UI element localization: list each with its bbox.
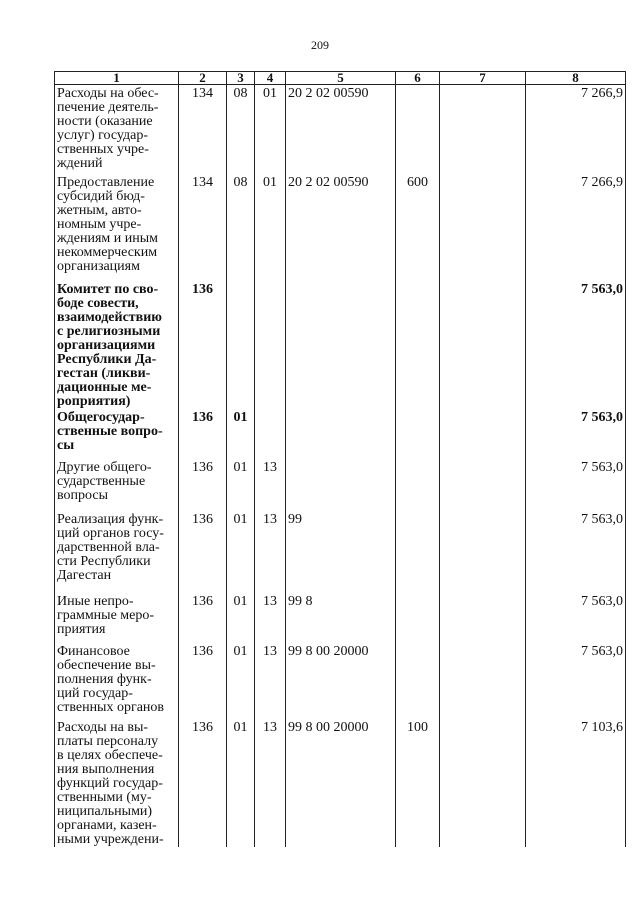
row-col-7 — [440, 593, 526, 643]
table-row — [55, 459, 626, 511]
row-col-2-text: 136 — [192, 643, 213, 659]
row-amount-text: 7 563,0 — [581, 593, 623, 609]
row-amount-text: 7 266,9 — [581, 86, 623, 101]
row-col-5 — [286, 409, 396, 459]
row-col-2-text: 136 — [192, 719, 213, 735]
row-col-6-text: 600 — [407, 174, 428, 190]
table-row — [55, 409, 626, 459]
row-col-7 — [440, 459, 526, 511]
row-col-5 — [286, 281, 396, 409]
row-col-7 — [440, 409, 526, 459]
row-col-5 — [286, 719, 396, 847]
row-col-2-text: 136 — [192, 593, 213, 609]
row-name — [55, 174, 179, 281]
row-col-3 — [227, 511, 255, 593]
row-amount — [526, 459, 626, 511]
row-col-5-text: 99 — [288, 511, 302, 527]
header-col-8: 8 — [526, 72, 626, 85]
row-col-5-text: 20 2 02 00590 — [288, 86, 369, 101]
row-col-4-text: 01 — [263, 174, 277, 190]
row-col-6 — [396, 281, 440, 409]
row-col-4-text: 13 — [263, 459, 277, 475]
row-col-6 — [396, 174, 440, 281]
row-col-2 — [179, 593, 227, 643]
row-col-2 — [179, 281, 227, 409]
row-name-text: Расходы на вы- платы персоналу в целях обеспече- ния выполнения функций государ- ственными (му- ниципальными) органами, казен- ными учреждени- — [57, 719, 164, 847]
row-col-3 — [227, 593, 255, 643]
budget-table — [54, 71, 626, 847]
row-col-3 — [227, 459, 255, 511]
row-col-5-text: 20 2 02 00590 — [288, 174, 369, 190]
row-col-2 — [179, 643, 227, 719]
row-name — [55, 459, 179, 511]
row-name-text: Реализация функ- ций органов госу- дарственной вла- сти Республики Дагестан — [57, 511, 164, 583]
row-amount — [526, 593, 626, 643]
row-amount — [526, 511, 626, 593]
row-name — [55, 643, 179, 719]
row-col-3-text: 01 — [233, 409, 248, 425]
row-col-2-text: 136 — [192, 459, 213, 475]
row-name-text: Комитет по сво- боде совести, взаимодействию с религиозными организациями Республики Да- гестан (ликви- дационные ме- роприятия) — [57, 281, 162, 409]
page-number: 209 — [311, 38, 329, 52]
table-header-row — [55, 72, 626, 85]
row-col-3-text: 01 — [233, 643, 248, 659]
table-row — [55, 719, 626, 847]
row-col-5-text: 99 8 — [288, 593, 313, 609]
row-col-3-text: 08 — [233, 86, 248, 101]
row-col-4-text: 13 — [263, 593, 277, 609]
row-col-5-text: 99 8 00 20000 — [288, 643, 369, 659]
row-col-4 — [255, 459, 286, 511]
row-col-7 — [440, 174, 526, 281]
row-amount-text: 7 563,0 — [581, 643, 623, 659]
row-col-4-text: 13 — [263, 719, 277, 735]
table-row — [55, 511, 626, 593]
row-col-6 — [396, 593, 440, 643]
row-col-7 — [440, 511, 526, 593]
row-col-4-text: 13 — [263, 511, 277, 527]
row-col-4-text: 01 — [263, 86, 277, 101]
row-col-5 — [286, 511, 396, 593]
row-col-6 — [396, 643, 440, 719]
row-amount — [526, 281, 626, 409]
row-col-2 — [179, 459, 227, 511]
table-row — [55, 281, 626, 409]
row-col-6 — [396, 511, 440, 593]
row-col-3-text: 01 — [233, 593, 248, 609]
row-name — [55, 85, 179, 174]
row-col-5 — [286, 459, 396, 511]
row-col-5 — [286, 174, 396, 281]
row-col-3 — [227, 174, 255, 281]
row-col-4 — [255, 643, 286, 719]
row-col-3 — [227, 85, 255, 174]
header-col-1: 1 — [55, 72, 179, 85]
row-amount — [526, 643, 626, 719]
table-body — [55, 85, 626, 847]
header-col-5: 5 — [286, 72, 396, 85]
row-name-text: Иные непро- граммные меро- приятия — [57, 593, 155, 637]
row-amount-text: 7 563,0 — [581, 281, 623, 297]
row-amount-text: 7 266,9 — [581, 174, 623, 190]
row-name — [55, 409, 179, 459]
row-amount — [526, 719, 626, 847]
row-col-2-text: 134 — [192, 86, 213, 101]
row-name-text: Расходы на обес- печение деятель- ности (оказание услуг) государ- ственных учре- ждений — [57, 86, 159, 171]
row-name — [55, 281, 179, 409]
row-col-6 — [396, 719, 440, 847]
table-row — [55, 174, 626, 281]
row-amount-text: 7 563,0 — [581, 409, 623, 425]
row-col-2 — [179, 719, 227, 847]
row-col-2-text: 136 — [192, 281, 213, 297]
header-col-7: 7 — [440, 72, 526, 85]
row-col-3 — [227, 409, 255, 459]
row-col-3 — [227, 281, 255, 409]
row-col-2 — [179, 409, 227, 459]
table-row — [55, 593, 626, 643]
row-amount-text: 7 563,0 — [581, 511, 623, 527]
table-row — [55, 643, 626, 719]
row-col-3-text: 01 — [233, 459, 248, 475]
row-col-4 — [255, 85, 286, 174]
row-name-text: Предоставление субсидий бюд- жетным, авто- номным учре- ждениям и иным некоммерческим организациям — [57, 174, 159, 274]
row-col-4 — [255, 281, 286, 409]
row-col-2-text: 134 — [192, 174, 213, 190]
row-col-3-text: 01 — [233, 719, 248, 735]
row-col-7 — [440, 281, 526, 409]
row-col-2-text: 136 — [192, 409, 213, 425]
row-col-6-text: 100 — [407, 719, 428, 735]
row-name — [55, 593, 179, 643]
row-col-3-text: 01 — [233, 511, 248, 527]
row-col-4-text: 13 — [263, 643, 277, 659]
row-col-3 — [227, 643, 255, 719]
row-amount — [526, 174, 626, 281]
row-col-6 — [396, 85, 440, 174]
row-col-2-text: 136 — [192, 511, 213, 527]
row-name-text: Общегосудар- ственные вопро- сы — [57, 409, 163, 453]
header-col-2: 2 — [179, 72, 227, 85]
table-row — [55, 85, 626, 174]
row-col-5 — [286, 593, 396, 643]
row-amount — [526, 85, 626, 174]
row-col-4 — [255, 719, 286, 847]
row-col-4 — [255, 409, 286, 459]
row-name-text: Финансовое обеспечение вы- полнения функ- ций государ- ственных органов — [57, 643, 165, 715]
row-name-text: Другие общего- сударственные вопросы — [57, 459, 152, 503]
row-col-6 — [396, 409, 440, 459]
row-col-4 — [255, 593, 286, 643]
row-col-3 — [227, 719, 255, 847]
row-col-6 — [396, 459, 440, 511]
row-col-2 — [179, 511, 227, 593]
row-amount-text: 7 103,6 — [581, 719, 623, 735]
row-amount-text: 7 563,0 — [581, 459, 623, 475]
row-col-5-text: 99 8 00 20000 — [288, 719, 369, 735]
row-col-7 — [440, 85, 526, 174]
row-amount — [526, 409, 626, 459]
row-col-7 — [440, 719, 526, 847]
row-col-5 — [286, 85, 396, 174]
header-col-3: 3 — [227, 72, 255, 85]
row-col-4 — [255, 174, 286, 281]
row-col-2 — [179, 85, 227, 174]
row-col-4 — [255, 511, 286, 593]
row-col-5 — [286, 643, 396, 719]
header-col-6: 6 — [396, 72, 440, 85]
row-col-3-text: 08 — [233, 174, 248, 190]
row-name — [55, 511, 179, 593]
row-col-2 — [179, 174, 227, 281]
header-col-4: 4 — [255, 72, 286, 85]
row-col-7 — [440, 643, 526, 719]
row-name — [55, 719, 179, 847]
